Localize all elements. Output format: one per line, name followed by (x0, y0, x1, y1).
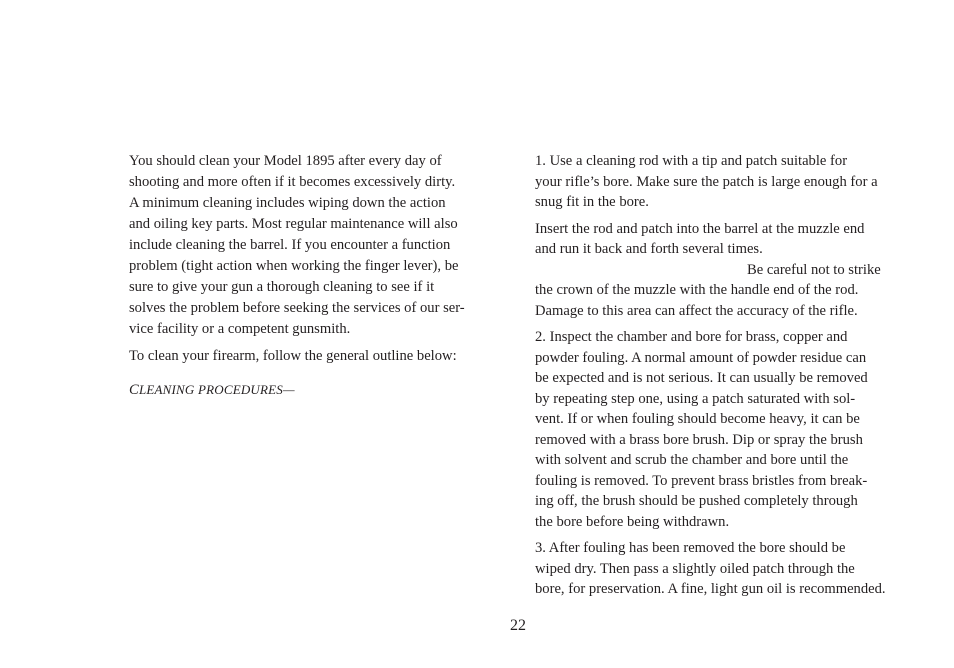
text-line: fouling is removed. To prevent brass bristles from break- (535, 472, 868, 489)
text-line: with solvent and scrub the chamber and bore until the (535, 452, 849, 468)
caution-text-line: Be careful not to strike (747, 261, 881, 278)
text-line: 3. After fouling has been removed the bore should be (535, 540, 846, 556)
heading-initial: C (129, 382, 139, 398)
step-1-paragraph (535, 151, 915, 213)
left-column (129, 151, 499, 401)
heading-rest: LEANING PROCEDURES— (138, 382, 295, 397)
text-line: powder fouling. A normal amount of powder residue can (535, 349, 867, 366)
right-column (535, 151, 915, 606)
text-line: solves the problem before seeking the services of our ser- (129, 300, 465, 316)
outline-paragraph (129, 346, 499, 367)
text-line: sure to give your gun a thorough cleaning to see if it (129, 279, 435, 295)
text-line: by repeating step one, using a patch saturated with sol- (535, 390, 856, 407)
step-2-paragraph (535, 327, 915, 532)
text-line: removed with a brass bore brush. Dip or spray the brush (535, 431, 863, 448)
intro-paragraph (129, 151, 499, 340)
text-line: vent. If or when fouling should become heavy, it can be (535, 411, 860, 427)
step-3-paragraph (535, 538, 915, 600)
text-line: 1. Use a cleaning rod with a tip and patch suitable for (535, 153, 848, 169)
text-line: You should clean your Model 1895 after every day of (129, 153, 442, 169)
text-line: Damage to this area can affect the accuracy of the rifle. (535, 302, 858, 319)
text-line: problem (tight action when working the finger lever), be (129, 258, 459, 274)
text-line: the bore before being withdrawn. (535, 513, 730, 530)
text-line: your rifle’s bore. Make sure the patch is large enough for a (535, 173, 878, 190)
step-1-continued-paragraph (535, 219, 915, 322)
text-line: vice facility or a competent gunsmith. (129, 321, 351, 337)
text-line: 2. Inspect the chamber and bore for brass, copper and (535, 329, 848, 345)
cleaning-procedures-heading (129, 379, 499, 401)
text-line: be expected and is not serious. It can usually be removed (535, 370, 868, 386)
text-line: Insert the rod and patch into the barrel at the muzzle end (535, 220, 865, 237)
page-number: 22 (510, 617, 526, 634)
text-line: A minimum cleaning includes wiping down the action (129, 195, 446, 211)
text-line: wiped dry. Then pass a slightly oiled patch through the (535, 560, 855, 577)
text-line: ing off, the brush should be pushed completely through (535, 493, 858, 509)
text-line: bore, for preservation. A fine, light gun oil is recommended. (535, 581, 886, 597)
text-line: To clean your firearm, follow the general outline below: (129, 348, 457, 364)
text-line: and oiling key parts. Most regular maintenance will also (129, 216, 458, 232)
text-line: shooting and more often if it becomes excessively dirty. (129, 174, 456, 190)
text-line: the crown of the muzzle with the handle end of the rod. (535, 282, 859, 298)
text-line: snug fit in the bore. (535, 194, 649, 210)
text-line: include cleaning the barrel. If you encounter a function (129, 237, 451, 253)
text-line: and run it back and forth several times. (535, 241, 763, 257)
